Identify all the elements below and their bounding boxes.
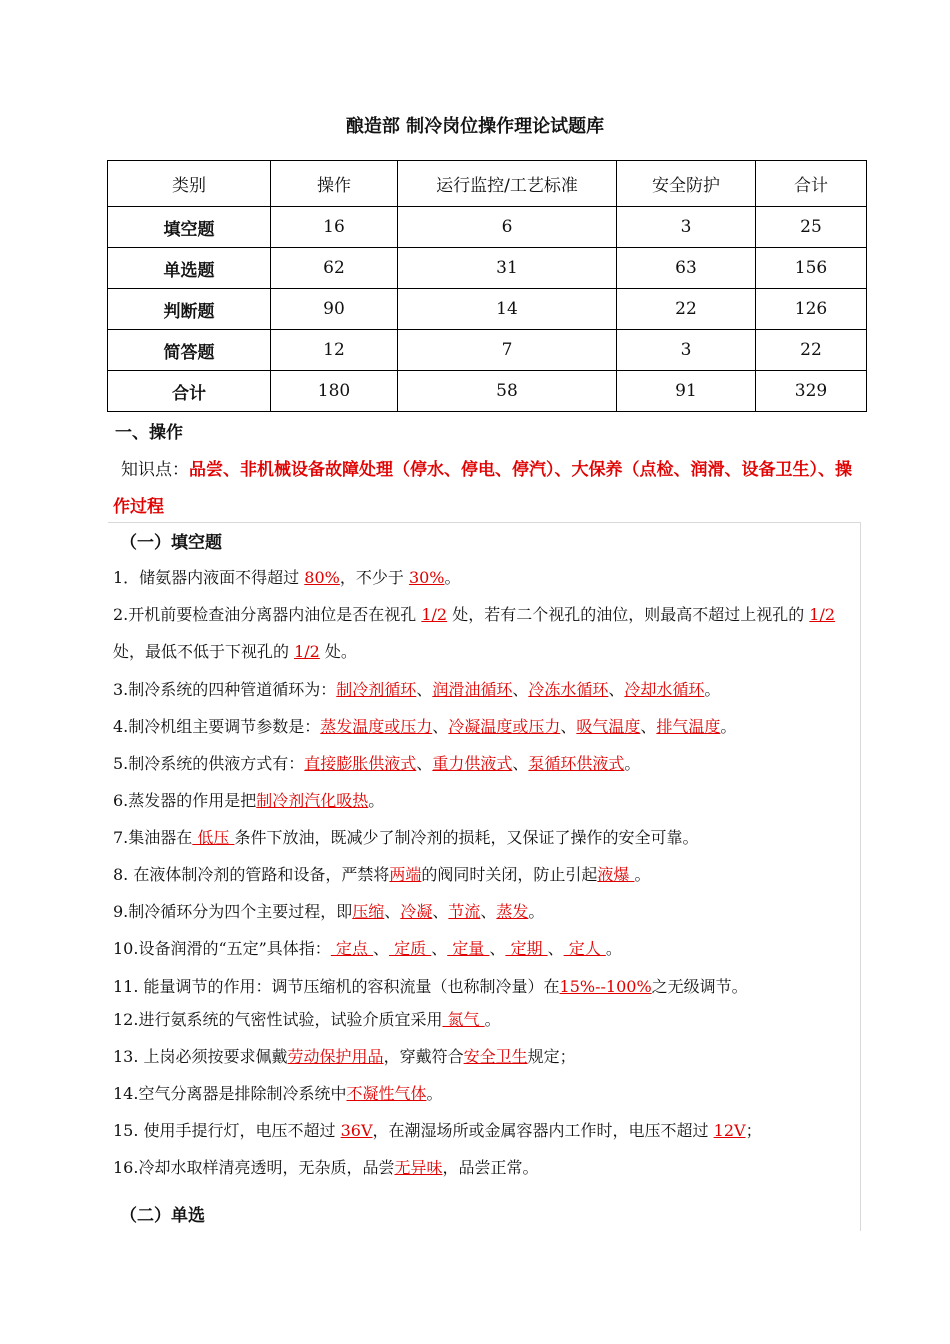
answer: 30% (408, 568, 445, 587)
question-7: 7.集油器在 低压 条件下放油，既减少了制冷剂的损耗，又保证了操作的安全可靠。 (113, 828, 699, 847)
table-row-label: 填空题 (108, 207, 271, 248)
answer: 冷凝 (400, 902, 433, 921)
question-14: 14.空气分离器是排除制冷系统中不凝性气体。 (113, 1084, 443, 1103)
table-cell: 90 (271, 289, 398, 330)
answer: 冷冻水循环 (528, 680, 609, 699)
answer: 定质 (389, 939, 432, 958)
question-16: 16.冷却水取样清亮透明，无杂质，品尝无异味，品尝正常。 (113, 1158, 539, 1177)
table-header-cell: 安全防护 (617, 161, 756, 207)
table-header-cell: 合计 (756, 161, 867, 207)
knowledge-points-label: 知识点： (121, 460, 189, 480)
answer: 泵循环供液式 (528, 754, 625, 773)
answer: 36V (340, 1121, 373, 1140)
table-row (108, 330, 867, 371)
answer: 12V (713, 1121, 746, 1140)
answer: 1/2 (421, 605, 448, 624)
table-row (108, 289, 867, 330)
answer: 1/2 (809, 605, 836, 624)
question-15: 15. 使用手提行灯，电压不超过 36V，在潮湿场所或金属容器内工作时，电压不超过 12V； (113, 1121, 762, 1140)
table-cell: 329 (756, 371, 867, 412)
answer: 直接膨胀供液式 (304, 754, 417, 773)
answer: 氮气 (442, 1010, 485, 1029)
answer: 安全卫生 (463, 1047, 528, 1066)
question-8: 8. 在液体制冷剂的管路和设备，严禁将两端的阀同时关闭，防止引起液爆 。 (113, 865, 651, 884)
question-3: 3.制冷系统的四种管道循环为：制冷剂循环、润滑油循环、冷冻水循环、冷却水循环。 (113, 680, 721, 699)
table-cell: 91 (617, 371, 756, 412)
table-cell: 58 (398, 371, 617, 412)
answer: 定点 (330, 939, 373, 958)
table-header-cell: 运行监控/工艺标准 (398, 161, 617, 207)
question-11: 11. 能量调节的作用：调节压缩机的容积流量（也称制冷量）在15%--100%之无级调节。 (113, 977, 748, 996)
question-5: 5.制冷系统的供液方式有：直接膨胀供液式、重力供液式、泵循环供液式。 (113, 754, 641, 773)
answer: 无异味 (394, 1158, 443, 1177)
document-title: 酿造部 制冷岗位操作理论试题库 (345, 116, 605, 137)
fill-in-blank-heading: （一）填空题 (120, 533, 222, 553)
answer: 1/2 (294, 642, 320, 661)
knowledge-points (113, 452, 868, 526)
table-cell: 31 (398, 248, 617, 289)
answer: 节流 (448, 902, 481, 921)
answer: 15%--100% (559, 977, 652, 996)
question-4: 4.制冷机组主要调节参数是：蒸发温度或压力、冷凝温度或压力、吸气温度、排气温度。 (113, 717, 737, 736)
table-cell: 16 (271, 207, 398, 248)
table-total-row (108, 371, 867, 412)
table-row-label: 简答题 (108, 330, 271, 371)
question-6: 6.蒸发器的作用是把制冷剂汽化吸热。 (113, 791, 385, 810)
answer: 制冷剂循环 (336, 680, 417, 699)
table-cell: 22 (617, 289, 756, 330)
answer: 排气温度 (656, 717, 721, 736)
answer: 润滑油循环 (432, 680, 513, 699)
table-row-label: 合计 (108, 371, 271, 412)
answer: 定人 (563, 939, 606, 958)
table-cell: 180 (271, 371, 398, 412)
table-header-row (108, 161, 867, 207)
answer: 吸气温度 (576, 717, 641, 736)
table-cell: 3 (617, 330, 756, 371)
question-2: 2.开机前要检查油分离器内油位是否在视孔 1/2 处，若有二个视孔的油位，则最高不超过上视孔的 1/2 处，最低不低于下视孔的 1/2 处。 (113, 605, 836, 661)
answer: 液爆 (597, 865, 635, 884)
table-cell: 6 (398, 207, 617, 248)
table-row (108, 207, 867, 248)
table-cell: 12 (271, 330, 398, 371)
table-cell: 22 (756, 330, 867, 371)
section-heading: 一、操作 (115, 423, 183, 443)
question-12: 12.进行氨系统的气密性试验，试验介质宜采用 氮气 。 (113, 1010, 501, 1029)
answer: 定量 (447, 939, 490, 958)
table-header-cell: 操作 (271, 161, 398, 207)
answer: 两端 (389, 865, 422, 884)
answer: 冷却水循环 (624, 680, 705, 699)
table-cell: 25 (756, 207, 867, 248)
answer: 压缩 (352, 902, 385, 921)
table-cell: 126 (756, 289, 867, 330)
table-cell: 156 (756, 248, 867, 289)
answer: 冷凝温度或压力 (448, 717, 561, 736)
answer: 定期 (505, 939, 548, 958)
table-cell: 3 (617, 207, 756, 248)
table-cell: 63 (617, 248, 756, 289)
table-header-cell: 类别 (108, 161, 271, 207)
question-summary-table (107, 160, 867, 412)
answer: 劳动保护用品 (287, 1047, 384, 1066)
question-13: 13. 上岗必须按要求佩戴劳动保护用品，穿戴符合安全卫生规定； (113, 1047, 576, 1066)
single-choice-heading: （二）单选 (120, 1206, 205, 1226)
answer: 不凝性气体 (346, 1084, 427, 1103)
answer: 重力供液式 (432, 754, 513, 773)
table-row (108, 248, 867, 289)
answer: 低压 (192, 828, 235, 847)
table-row-label: 单选题 (108, 248, 271, 289)
table-cell: 62 (271, 248, 398, 289)
question-1: 1．储氨器内液面不得超过 80%，不少于 30%。 (113, 568, 461, 587)
answer: 蒸发温度或压力 (320, 717, 433, 736)
table-cell: 14 (398, 289, 617, 330)
question-9: 9.制冷循环分为四个主要过程，即压缩、冷凝、节流、蒸发。 (113, 902, 545, 921)
knowledge-points-text: 品尝、非机械设备故障处理（停水、停电、停汽）、大保养（点检、润滑、设备卫生）、操作过程 (113, 460, 852, 517)
table-cell: 7 (398, 330, 617, 371)
answer: 80% (304, 568, 340, 587)
table-row-label: 判断题 (108, 289, 271, 330)
answer: 蒸发 (496, 902, 529, 921)
answer: 制冷剂汽化吸热 (256, 791, 369, 810)
question-10: 10.设备润滑的“五定”具体指： 定点 、 定质 、 定量 、 定期 、 定人 。 (113, 939, 622, 958)
